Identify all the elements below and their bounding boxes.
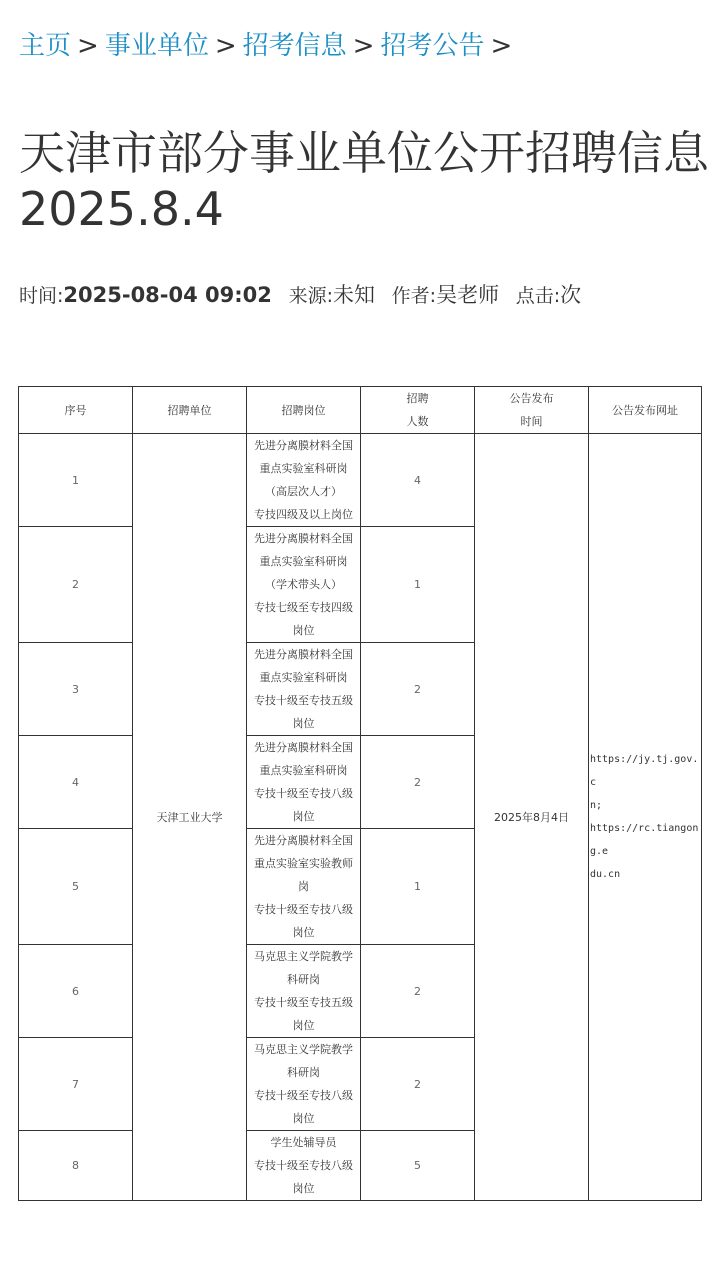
cell-position: 先进分离膜材料全国重点实验室科研岗（高层次人才） 专技四级及以上岗位 (247, 434, 361, 527)
table-header-row (19, 387, 702, 434)
cell-count: 1 (361, 527, 475, 643)
breadcrumb-separator: > (214, 31, 237, 61)
breadcrumb-home-link[interactable]: 主页 (19, 31, 72, 61)
cell-position: 先进分离膜材料全国重点实验室科研岗 专技十级至专技五级岗位 (247, 643, 361, 736)
source-label: 来源: (288, 285, 333, 307)
time-value: 2025-08-04 09:02 (63, 283, 272, 307)
cell-date: 2025年8月4日 (475, 434, 589, 1201)
cell-position: 先进分离膜材料全国重点实验室科研岗 专技十级至专技八级岗位 (247, 736, 361, 829)
breadcrumb (19, 28, 518, 64)
cell-seq: 1 (19, 434, 133, 527)
recruitment-table (18, 386, 702, 1201)
breadcrumb-recruitment-notice-link[interactable]: 招考公告 (380, 31, 485, 61)
table-row (19, 434, 702, 527)
cell-count: 2 (361, 736, 475, 829)
cell-position: 学生处辅导员 专技十级至专技八级岗位 (247, 1131, 361, 1201)
header-url: 公告发布网址 (589, 387, 702, 434)
cell-count: 5 (361, 1131, 475, 1201)
breadcrumb-separator: > (352, 31, 375, 61)
breadcrumb-separator: > (77, 31, 99, 61)
author-value: 吴老师 (436, 283, 500, 307)
cell-seq: 7 (19, 1038, 133, 1131)
article-meta (19, 280, 581, 311)
header-date: 公告发布 时间 (475, 387, 589, 434)
cell-seq: 4 (19, 736, 133, 829)
cell-seq: 2 (19, 527, 133, 643)
url-link[interactable]: https://jy.tj.gov.c (590, 754, 699, 788)
breadcrumb-separator: > (490, 31, 513, 61)
header-count: 招聘 人数 (361, 387, 475, 434)
cell-position: 先进分离膜材料全国重点实验室科研岗（学术带头人） 专技七级至专技四级岗位 (247, 527, 361, 643)
cell-seq: 6 (19, 945, 133, 1038)
breadcrumb-recruitment-info-link[interactable]: 招考信息 (242, 31, 347, 61)
breadcrumb-public-institution-link[interactable]: 事业单位 (104, 31, 209, 61)
cell-count: 2 (361, 945, 475, 1038)
cell-seq: 3 (19, 643, 133, 736)
source-value: 未知 (332, 283, 375, 307)
clicks-label: 点击: (515, 285, 561, 307)
article-title: 天津市部分事业单位公开招聘信息2025.8.4 (19, 126, 709, 236)
url-link[interactable]: https://rc.tiangong.e (590, 823, 699, 857)
cell-count: 2 (361, 1038, 475, 1131)
cell-count: 2 (361, 643, 475, 736)
header-seq: 序号 (19, 387, 133, 434)
cell-url: https://jy.tj.gov.c n; https://rc.tiangong.e du.cn (589, 434, 702, 1201)
cell-position: 马克思主义学院教学科研岗 专技十级至专技八级岗位 (247, 1038, 361, 1131)
header-unit: 招聘单位 (133, 387, 247, 434)
cell-count: 4 (361, 434, 475, 527)
cell-position: 马克思主义学院教学科研岗 专技十级至专技五级岗位 (247, 945, 361, 1038)
cell-unit: 天津工业大学 (133, 434, 247, 1201)
author-label: 作者: (391, 285, 437, 307)
clicks-value: 次 (560, 283, 582, 307)
header-position: 招聘岗位 (247, 387, 361, 434)
cell-position: 先进分离膜材料全国重点实验室实验教师岗 专技十级至专技八级岗位 (247, 829, 361, 945)
time-label: 时间: (19, 285, 64, 307)
cell-seq: 8 (19, 1131, 133, 1201)
cell-seq: 5 (19, 829, 133, 945)
cell-count: 1 (361, 829, 475, 945)
